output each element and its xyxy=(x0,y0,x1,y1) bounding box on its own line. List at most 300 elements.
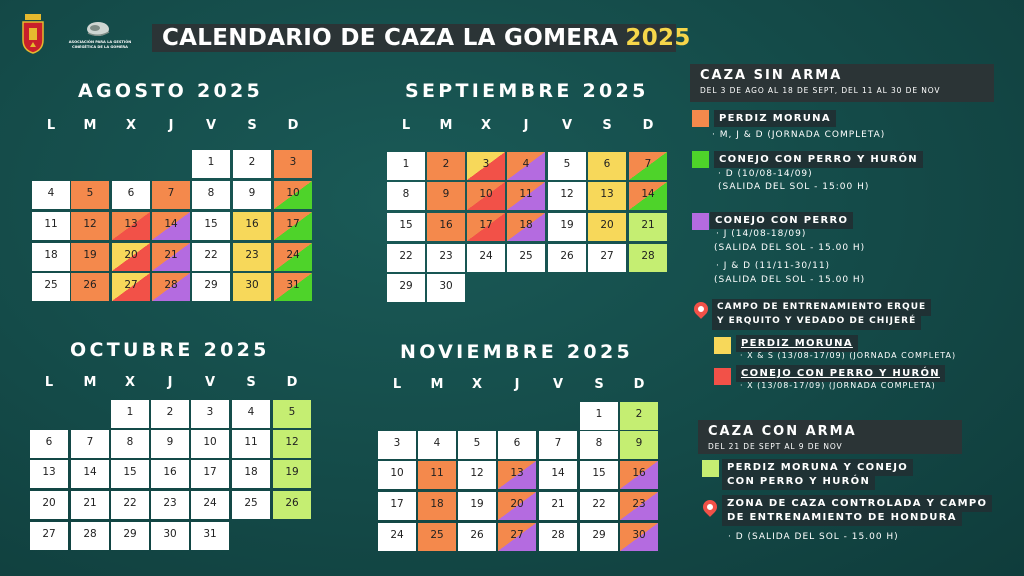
calendar-day xyxy=(30,430,68,458)
day-number: 14 xyxy=(551,467,565,479)
day-number: 14 xyxy=(164,218,178,230)
day-number: 18 xyxy=(244,466,258,478)
day-number: 24 xyxy=(286,249,300,261)
day-number: 16 xyxy=(245,218,259,230)
calendar-day xyxy=(387,182,425,210)
page-title-year: 2025 xyxy=(625,25,691,51)
calendar-day xyxy=(378,523,416,551)
day-number: 24 xyxy=(390,529,404,541)
swatch-orange xyxy=(692,110,709,127)
day-number: 26 xyxy=(83,279,97,291)
calendar-day xyxy=(620,431,658,459)
calendar-day xyxy=(71,243,109,271)
calendar-day xyxy=(151,400,189,428)
calendar-day xyxy=(498,431,536,459)
calendar-day xyxy=(427,152,465,180)
day-number: 16 xyxy=(439,219,453,231)
day-number: 3 xyxy=(289,156,297,168)
legend-title-sin-arma: CAZA SIN ARMA xyxy=(700,68,843,83)
calendar-day xyxy=(539,523,577,551)
day-number: 29 xyxy=(592,529,606,541)
calendar-day xyxy=(30,460,68,488)
weekday-label: X xyxy=(471,377,483,392)
location-pin-icon xyxy=(691,299,711,319)
day-number: 9 xyxy=(166,436,174,448)
weekday-label: V xyxy=(204,375,216,390)
day-number: 15 xyxy=(592,467,606,479)
calendar-day xyxy=(539,431,577,459)
day-number: 30 xyxy=(632,529,646,541)
weekday-label: M xyxy=(83,375,97,390)
day-number: 2 xyxy=(442,158,450,170)
day-number: 1 xyxy=(595,408,603,420)
weekday-label: D xyxy=(286,375,298,390)
day-number: 7 xyxy=(86,436,94,448)
legend-label-campo-conejo: CONEJO CON PERRO Y HURÓN xyxy=(736,365,945,382)
calendar-day xyxy=(273,460,311,488)
day-number: 3 xyxy=(482,158,490,170)
calendar-day xyxy=(539,492,577,520)
calendar-day xyxy=(507,244,545,272)
day-number: 20 xyxy=(124,249,138,261)
calendar-day xyxy=(378,461,416,489)
month-title: AGOSTO 2025 xyxy=(78,80,264,102)
weekday-label: J xyxy=(514,377,520,392)
day-number: 6 xyxy=(513,437,521,449)
day-number: 27 xyxy=(42,528,56,540)
calendar-day xyxy=(580,492,618,520)
calendar-august xyxy=(28,78,318,308)
day-number: 5 xyxy=(86,187,94,199)
calendar-day xyxy=(588,213,626,241)
calendar-day xyxy=(507,213,545,241)
day-number: 15 xyxy=(399,219,413,231)
day-number: 22 xyxy=(399,250,413,262)
day-number: 11 xyxy=(244,436,258,448)
day-number: 20 xyxy=(600,219,614,231)
calendar-day xyxy=(32,273,70,301)
swatch-red xyxy=(714,368,731,385)
calendar-day xyxy=(548,182,586,210)
day-number: 27 xyxy=(124,279,138,291)
calendar-day xyxy=(580,431,618,459)
day-number: 27 xyxy=(600,250,614,262)
day-number: 4 xyxy=(433,437,441,449)
legend-detail-conejo-perro-2: (SALIDA DEL SOL - 15.00 H) xyxy=(714,243,866,253)
calendar-day xyxy=(458,461,496,489)
weekday-label: J xyxy=(167,375,173,390)
weekday-label: S xyxy=(594,377,604,392)
calendar-day xyxy=(152,181,190,209)
day-number: 17 xyxy=(390,498,404,510)
weekday-label: D xyxy=(633,377,645,392)
calendar-day xyxy=(191,522,229,550)
calendar-day xyxy=(71,212,109,240)
day-number: 11 xyxy=(519,188,533,200)
calendar-day xyxy=(32,212,70,240)
legend-detail-conejo-perro-3: · J & D (11/11-30/11) xyxy=(716,261,831,271)
calendar-day xyxy=(580,402,618,430)
weekday-label: M xyxy=(439,118,453,133)
day-number: 30 xyxy=(439,280,453,292)
day-number: 19 xyxy=(560,219,574,231)
day-number: 16 xyxy=(163,466,177,478)
calendar-day xyxy=(467,213,505,241)
calendar-day xyxy=(71,460,109,488)
day-number: 13 xyxy=(510,467,524,479)
legend-detail-conejo-huron-1: · D (10/08-14/09) xyxy=(718,169,813,179)
calendar-day xyxy=(629,152,667,180)
day-number: 29 xyxy=(204,279,218,291)
day-number: 1 xyxy=(402,158,410,170)
calendar-day xyxy=(588,244,626,272)
calendar-day xyxy=(507,182,545,210)
day-number: 20 xyxy=(42,497,56,509)
calendar-day xyxy=(191,400,229,428)
calendar-day xyxy=(418,523,456,551)
calendar-day xyxy=(192,243,230,271)
day-number: 12 xyxy=(470,467,484,479)
weekday-label: S xyxy=(247,118,257,133)
day-number: 20 xyxy=(510,498,524,510)
legend-subtitle-con-arma: DEL 21 DE SEPT AL 9 DE NOV xyxy=(708,442,843,451)
day-number: 14 xyxy=(641,188,655,200)
legend-label-zona-1: ZONA DE CAZA CONTROLADA Y CAMPO xyxy=(722,495,992,512)
day-number: 23 xyxy=(439,250,453,262)
day-number: 10 xyxy=(286,187,300,199)
legend-label-campo-1: CAMPO DE ENTRENAMIENTO ERQUE xyxy=(712,299,931,316)
page-title xyxy=(152,24,691,52)
calendar-day xyxy=(274,243,312,271)
calendar-day xyxy=(274,150,312,178)
day-number: 3 xyxy=(206,406,214,418)
day-number: 18 xyxy=(44,249,58,261)
legend-subtitle-sin-arma: DEL 3 DE AGO AL 18 DE SEPT, DEL 11 AL 30 DE NOV xyxy=(700,86,941,95)
day-number: 8 xyxy=(126,436,134,448)
day-number: 7 xyxy=(644,158,652,170)
calendar-day xyxy=(458,523,496,551)
day-number: 8 xyxy=(595,437,603,449)
calendar-day xyxy=(620,492,658,520)
day-number: 25 xyxy=(244,497,258,509)
weekday-label: L xyxy=(401,118,411,133)
day-number: 10 xyxy=(390,467,404,479)
day-number: 8 xyxy=(402,188,410,200)
association-logo xyxy=(60,20,140,52)
calendar-day xyxy=(112,212,150,240)
day-number: 26 xyxy=(285,497,299,509)
day-number: 28 xyxy=(83,528,97,540)
legend-detail-campo-perdiz: · X & S (13/08-17/09) (JORNADA COMPLETA) xyxy=(740,351,957,360)
weekday-label: V xyxy=(561,118,573,133)
calendar-day xyxy=(580,461,618,489)
calendar-day xyxy=(233,181,271,209)
day-number: 7 xyxy=(554,437,562,449)
weekday-label: J xyxy=(523,118,529,133)
swatch-yellow xyxy=(714,337,731,354)
calendar-day xyxy=(629,182,667,210)
calendar-day xyxy=(71,491,109,519)
calendar-day xyxy=(111,400,149,428)
calendar-day xyxy=(418,431,456,459)
calendar-day xyxy=(233,273,271,301)
calendar-day xyxy=(620,461,658,489)
calendar-day xyxy=(112,181,150,209)
day-number: 2 xyxy=(635,408,643,420)
legend-label-campo-2: Y ERQUITO Y VEDADO DE CHIJERÉ xyxy=(712,313,921,330)
calendar-day xyxy=(620,402,658,430)
calendar-day xyxy=(418,461,456,489)
location-pin-icon xyxy=(700,497,720,517)
legend-label-zona-2: DE ENTRENAMIENTO DE HONDURA xyxy=(722,509,962,526)
day-number: 11 xyxy=(430,467,444,479)
calendar-day xyxy=(151,430,189,458)
calendar-day xyxy=(191,460,229,488)
day-number: 25 xyxy=(430,529,444,541)
day-number: 26 xyxy=(470,529,484,541)
day-number: 31 xyxy=(286,279,300,291)
legend-label-perdiz: PERDIZ MORUNA xyxy=(714,110,836,127)
day-number: 28 xyxy=(641,250,655,262)
calendar-day xyxy=(427,274,465,302)
day-number: 24 xyxy=(203,497,217,509)
calendar-day xyxy=(274,181,312,209)
legend-label-conejo-huron: CONEJO CON PERRO Y HURÓN xyxy=(714,151,923,168)
calendar-day xyxy=(111,522,149,550)
calendar-day xyxy=(467,182,505,210)
day-number: 8 xyxy=(207,187,215,199)
calendar-day xyxy=(233,150,271,178)
day-number: 17 xyxy=(203,466,217,478)
calendar-day xyxy=(427,182,465,210)
calendar-day xyxy=(548,244,586,272)
page-title-text: CALENDARIO DE CAZA LA GOMERA xyxy=(162,25,619,51)
calendar-day xyxy=(378,431,416,459)
calendar-day xyxy=(71,181,109,209)
day-number: 3 xyxy=(393,437,401,449)
day-number: 9 xyxy=(442,188,450,200)
swatch-green xyxy=(692,151,709,168)
day-number: 2 xyxy=(166,406,174,418)
legend-title-con-arma: CAZA CON ARMA xyxy=(708,424,857,439)
calendar-day xyxy=(191,491,229,519)
day-number: 25 xyxy=(44,279,58,291)
calendar-day xyxy=(274,273,312,301)
calendar-day xyxy=(192,150,230,178)
day-number: 12 xyxy=(83,218,97,230)
calendar-day xyxy=(192,181,230,209)
calendar-day xyxy=(112,273,150,301)
legend-header-sin-arma xyxy=(690,64,994,102)
weekday-label: X xyxy=(125,118,137,133)
calendar-day xyxy=(232,400,270,428)
calendar-day xyxy=(71,273,109,301)
calendar-day xyxy=(539,461,577,489)
legend-detail-conejo-perro-4: (SALIDA DEL SOL - 15.00 H) xyxy=(714,275,866,285)
calendar-day xyxy=(467,244,505,272)
day-number: 13 xyxy=(124,218,138,230)
day-number: 2 xyxy=(248,156,256,168)
weekday-label: L xyxy=(44,375,54,390)
day-number: 21 xyxy=(164,249,178,261)
calendar-day xyxy=(32,243,70,271)
calendar-day xyxy=(111,430,149,458)
day-number: 22 xyxy=(592,498,606,510)
weekday-label: M xyxy=(430,377,444,392)
day-number: 7 xyxy=(167,187,175,199)
day-number: 19 xyxy=(83,249,97,261)
day-number: 12 xyxy=(560,188,574,200)
calendar-day xyxy=(273,430,311,458)
calendar-day xyxy=(151,522,189,550)
legend-detail-campo-conejo: · X (13/08-17/09) (JORNADA COMPLETA) xyxy=(740,381,936,390)
day-number: 18 xyxy=(519,219,533,231)
legend-label-conejo-perro: CONEJO CON PERRO xyxy=(710,212,853,229)
day-number: 11 xyxy=(44,218,58,230)
calendar-day xyxy=(32,181,70,209)
calendar-day xyxy=(418,492,456,520)
day-number: 21 xyxy=(551,498,565,510)
calendar-day xyxy=(152,243,190,271)
calendar-day xyxy=(498,492,536,520)
calendar-day xyxy=(151,460,189,488)
day-number: 14 xyxy=(83,466,97,478)
association-name: ASOCIACIÓN PARA LA GESTIÓN CINEGÉTICA DE LA GOMERA xyxy=(68,40,132,49)
calendar-day xyxy=(111,491,149,519)
day-number: 12 xyxy=(285,436,299,448)
day-number: 1 xyxy=(207,156,215,168)
calendar-day xyxy=(548,152,586,180)
calendar-october xyxy=(28,337,318,567)
calendar-september xyxy=(385,78,675,308)
calendar-day xyxy=(112,243,150,271)
day-number: 13 xyxy=(600,188,614,200)
day-number: 17 xyxy=(286,218,300,230)
calendar-day xyxy=(111,460,149,488)
calendar-day xyxy=(458,492,496,520)
calendar-day xyxy=(588,182,626,210)
weekday-label: D xyxy=(287,118,299,133)
calendar-day xyxy=(152,212,190,240)
calendar-day xyxy=(274,212,312,240)
day-number: 15 xyxy=(123,466,137,478)
weekday-label: S xyxy=(246,375,256,390)
calendar-day xyxy=(233,212,271,240)
weekday-label: S xyxy=(602,118,612,133)
month-title: SEPTIEMBRE 2025 xyxy=(405,80,649,102)
legend-label-perdiz-conejo-1: PERDIZ MORUNA Y CONEJO xyxy=(722,459,913,476)
calendar-day xyxy=(387,274,425,302)
swatch-purple xyxy=(692,213,709,230)
calendar-day xyxy=(152,273,190,301)
day-number: 29 xyxy=(399,280,413,292)
calendar-day xyxy=(273,491,311,519)
swatch-light-green xyxy=(702,460,719,477)
day-number: 21 xyxy=(83,497,97,509)
weekday-label: V xyxy=(552,377,564,392)
calendar-day xyxy=(30,522,68,550)
day-number: 25 xyxy=(519,250,533,262)
legend-detail-conejo-perro-1: · J (14/08-18/09) xyxy=(716,229,807,239)
calendar-day xyxy=(71,430,109,458)
day-number: 13 xyxy=(42,466,56,478)
calendar-day xyxy=(588,152,626,180)
calendar-day xyxy=(192,212,230,240)
day-number: 19 xyxy=(285,466,299,478)
day-number: 16 xyxy=(632,467,646,479)
calendar-day xyxy=(151,491,189,519)
day-number: 28 xyxy=(551,529,565,541)
day-number: 5 xyxy=(288,406,296,418)
calendar-day xyxy=(232,430,270,458)
day-number: 21 xyxy=(641,219,655,231)
day-number: 18 xyxy=(430,498,444,510)
day-number: 5 xyxy=(473,437,481,449)
calendar-day xyxy=(30,491,68,519)
day-number: 9 xyxy=(248,187,256,199)
calendar-day xyxy=(232,460,270,488)
day-number: 23 xyxy=(632,498,646,510)
day-number: 26 xyxy=(560,250,574,262)
day-number: 30 xyxy=(163,528,177,540)
calendar-day xyxy=(498,461,536,489)
day-number: 4 xyxy=(522,158,530,170)
day-number: 6 xyxy=(603,158,611,170)
calendar-day xyxy=(387,213,425,241)
day-number: 6 xyxy=(127,187,135,199)
day-number: 4 xyxy=(247,406,255,418)
day-number: 30 xyxy=(245,279,259,291)
legend-label-campo-perdiz: PERDIZ MORUNA xyxy=(736,335,858,352)
calendar-day xyxy=(580,523,618,551)
weekday-label: X xyxy=(480,118,492,133)
day-number: 23 xyxy=(245,249,259,261)
calendar-day xyxy=(467,152,505,180)
day-number: 15 xyxy=(204,218,218,230)
calendar-day xyxy=(427,244,465,272)
day-number: 24 xyxy=(479,250,493,262)
calendar-day xyxy=(232,491,270,519)
calendar-day xyxy=(498,523,536,551)
calendar-day xyxy=(192,273,230,301)
weekday-label: X xyxy=(124,375,136,390)
legend-label-perdiz-conejo-2: CON PERRO Y HURÓN xyxy=(722,473,875,490)
day-number: 31 xyxy=(203,528,217,540)
weekday-label: L xyxy=(46,118,56,133)
month-title: NOVIEMBRE 2025 xyxy=(400,341,633,363)
legend-detail-perdiz: · M, J & D (JORNADA COMPLETA) xyxy=(712,130,886,140)
calendar-day xyxy=(387,244,425,272)
gomera-coat-of-arms-logo xyxy=(22,14,44,54)
day-number: 5 xyxy=(563,158,571,170)
calendar-day xyxy=(427,213,465,241)
calendar-day xyxy=(629,213,667,241)
legend-detail-conejo-huron-2: (SALIDA DEL SOL - 15:00 H) xyxy=(718,182,870,192)
weekday-label: M xyxy=(83,118,97,133)
calendar-day xyxy=(71,522,109,550)
month-title: OCTUBRE 2025 xyxy=(70,339,270,361)
day-number: 27 xyxy=(510,529,524,541)
day-number: 4 xyxy=(47,187,55,199)
day-number: 6 xyxy=(45,436,53,448)
calendar-day xyxy=(620,523,658,551)
day-number: 29 xyxy=(123,528,137,540)
calendar-day xyxy=(507,152,545,180)
day-number: 1 xyxy=(126,406,134,418)
day-number: 17 xyxy=(479,219,493,231)
day-number: 28 xyxy=(164,279,178,291)
calendar-day xyxy=(458,431,496,459)
